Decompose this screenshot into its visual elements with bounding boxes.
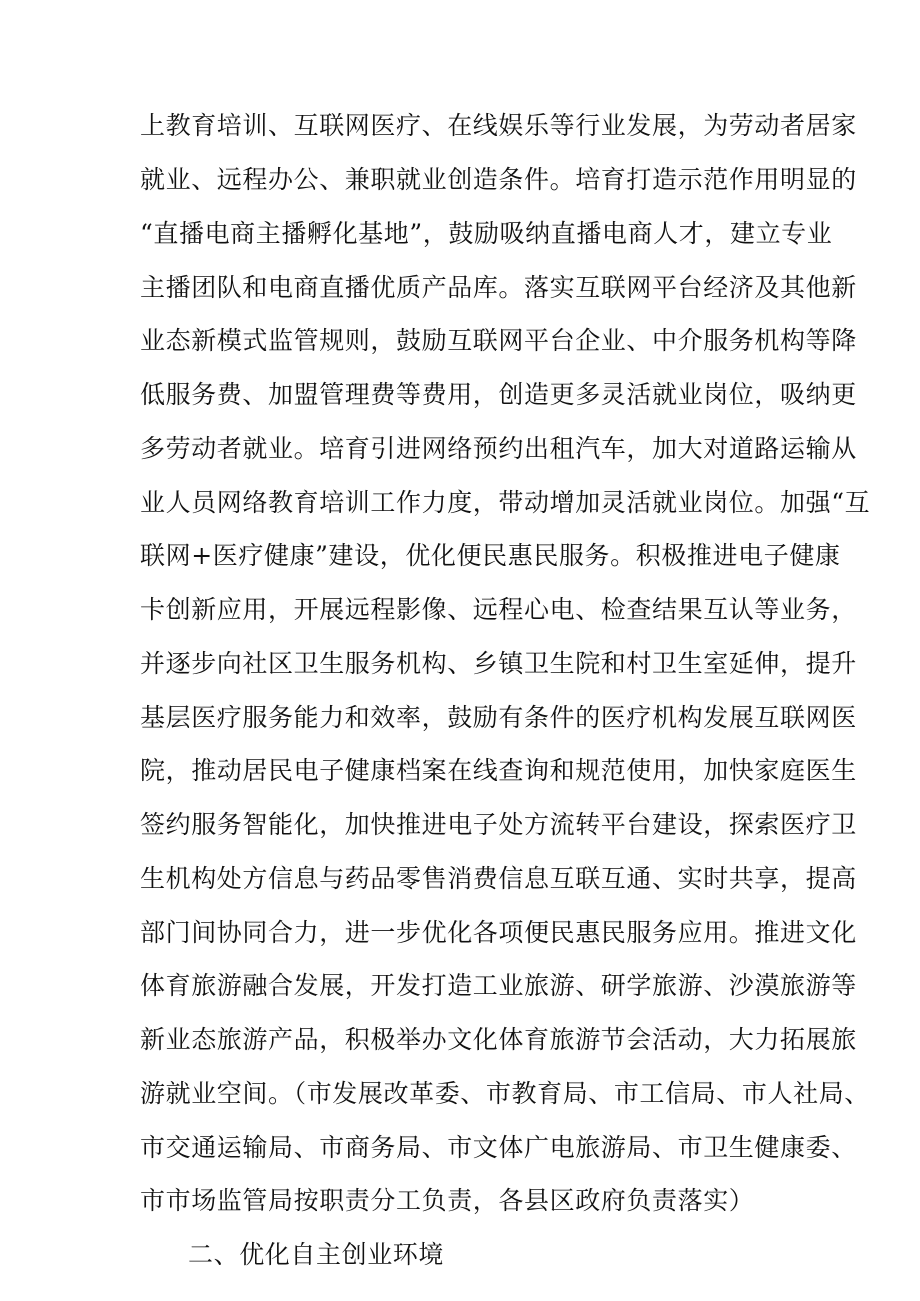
body-text-line: 体育旅游融合发展，开发打造工业旅游、研学旅游、沙漠旅游等 bbox=[140, 971, 857, 1000]
body-text-line: 签约服务智能化，加快推进电子处方流转平台建设，探索医疗卫 bbox=[140, 810, 857, 839]
body-text-line: 部门间协同合力，进一步优化各项便民惠民服务应用。推进文化 bbox=[140, 918, 857, 947]
body-text-line: 游就业空间。（市发展改革委、市教育局、市工信局、市人社局、 bbox=[140, 1079, 870, 1108]
body-text-line: 业态新模式监管规则，鼓励互联网平台企业、中介服务机构等降 bbox=[140, 326, 857, 355]
body-text-line: 院，推动居民电子健康档案在线查询和规范使用，加快家庭医生 bbox=[140, 756, 857, 785]
body-text-line: 卡创新应用，开展远程影像、远程心电、检查结果互认等业务， bbox=[140, 595, 857, 624]
body-text-line: 市交通运输局、市商务局、市文体广电旅游局、市卫生健康委、 bbox=[140, 1133, 857, 1162]
body-text-line: 低服务费、加盟管理费等费用，创造更多灵活就业岗位，吸纳更 bbox=[140, 380, 857, 409]
body-text-line: 并逐步向社区卫生服务机构、乡镇卫生院和村卫生室延伸，提升 bbox=[140, 649, 857, 678]
body-text-line: 基层医疗服务能力和效率，鼓励有条件的医疗机构发展互联网医 bbox=[140, 703, 857, 732]
body-text-line: 就业、远程办公、兼职就业创造条件。培育打造示范作用明显的 bbox=[140, 165, 857, 194]
body-text-line: “直播电商主播孵化基地”，鼓励吸纳直播电商人才，建立专业 bbox=[140, 219, 833, 248]
body-text-line: 业人员网络教育培训工作力度，带动增加灵活就业岗位。加强“互 bbox=[140, 488, 871, 517]
body-text-line: 联网+医疗健康”建设，优化便民惠民服务。积极推进电子健康 bbox=[140, 541, 841, 570]
body-text-line: 新业态旅游产品，积极举办文化体育旅游节会活动，大力拓展旅 bbox=[140, 1025, 857, 1054]
body-text-line: 市市场监管局按职责分工负责，各县区政府负责落实） bbox=[140, 1186, 755, 1215]
body-text-line: 多劳动者就业。培育引进网络预约出租汽车，加大对道路运输从 bbox=[140, 434, 857, 463]
body-text-line: 生机构处方信息与药品零售消费信息互联互通、实时共享，提高 bbox=[140, 864, 857, 893]
section-heading: 二、优化自主创业环境 bbox=[188, 1240, 445, 1269]
body-text-line: 主播团队和电商直播优质产品库。落实互联网平台经济及其他新 bbox=[140, 273, 857, 302]
body-text-line: 上教育培训、互联网医疗、在线娱乐等行业发展，为劳动者居家 bbox=[140, 111, 857, 140]
